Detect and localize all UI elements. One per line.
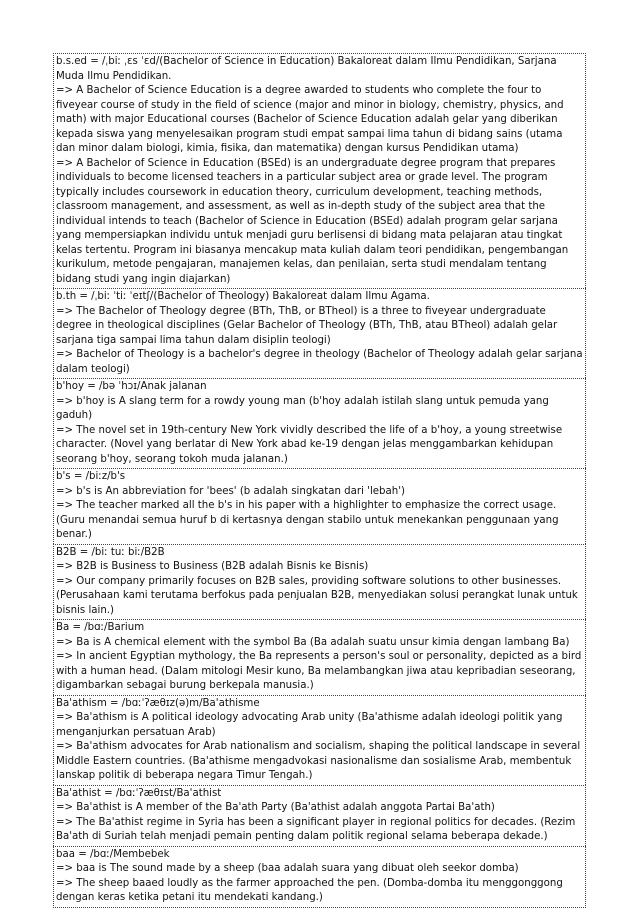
definition-line: => Ba'athist is A member of the Ba'ath Party (Ba'athist adalah anggota Partai Ba'ath) xyxy=(56,802,495,813)
headword: Ba = /bɑː/ xyxy=(56,622,108,633)
translation: b's xyxy=(110,471,126,482)
dictionary-entry xyxy=(53,53,586,288)
definition-line: => Ba'athism is A political ideology advocating Arab unity (Ba'athisme adalah ideologi politik yang menganjurkan persatuan Arab) xyxy=(56,712,563,738)
headword: baa = /bɑː/ xyxy=(56,848,114,860)
definition-line: => baa is The sound made by a sheep (baa adalah suara yang dibuat oleh seekor domba) xyxy=(56,863,519,874)
headword: b's = /biːz/ xyxy=(56,471,111,482)
definition-line: => b's is An abbreviation for 'bees' (b adalah singkatan dari 'lebah') xyxy=(56,485,405,497)
translation: Barium xyxy=(107,622,145,633)
dictionary-entry xyxy=(53,544,586,620)
translation: Ba'athist xyxy=(176,787,222,799)
dictionary-entry xyxy=(53,378,586,468)
definition-line: => The sheep baaed loudly as the farmer approached the pen. (Domba-domba itu menggonggong dengan keras ketika petani itu mendekati kandang.) xyxy=(56,877,563,903)
translation: Ba'athisme xyxy=(202,697,260,709)
definition-line: => B2B is Business to Business (B2B adalah Bisnis ke Bisnis) xyxy=(56,561,369,572)
headword: B2B = /biː tuː biː/ xyxy=(56,546,145,558)
definition-line: => Bachelor of Theology is a bachelor's degree in theology (Bachelor of Theology adalah gelar sarjana dalam teologi) xyxy=(56,349,583,375)
translation: B2B xyxy=(144,546,165,558)
definition-line: => Ba'athism advocates for Arab nationalism and socialism, shaping the political landscape in several Middle Eastern countries. (Ba'athisme mengadvokasi nasionalisme dan sosialisme Arab, membentuk lanskap politik di beberapa negara Timur Tengah.) xyxy=(56,741,581,781)
definition-line: => b'hoy is A slang term for a rowdy young man (b'hoy adalah istilah slang untuk pemuda yang gaduh) xyxy=(56,395,549,421)
dictionary-entry xyxy=(53,846,586,908)
dictionary-entry xyxy=(53,468,586,544)
headword: b.s.ed = /ˌbiː ˌɛs ˈɛd/ xyxy=(56,56,160,67)
dictionary-entry xyxy=(53,785,586,846)
headword: b'hoy = /bə ˈhɔɪ/ xyxy=(56,381,141,392)
translation: (Bachelor of Theology) Bakaloreat dalam Ilmu Agama. xyxy=(153,291,430,302)
definition-line: => Our company primarily focuses on B2B sales, providing software solutions to other businesses. (Perusahaan kami terutama berfokus pada penjualan B2B, menyediakan solusi perangkat lunak untuk bisnis lain.) xyxy=(56,575,578,616)
definition-line: => The Ba'athist regime in Syria has been a significant player in regional politics for decades. (Rezim Ba'ath di Suriah telah menjadi pemain penting dalam politik regional selama beberapa dekade.) xyxy=(56,816,576,842)
headword: Ba'athism = /bɑːˈʔæθɪz(ə)m/ xyxy=(56,697,203,709)
translation: Membebek xyxy=(113,848,170,860)
dictionary-entry xyxy=(53,619,586,695)
translation: Anak jalanan xyxy=(140,381,207,392)
definition-line: => The novel set in 19th-century New York vividly described the life of a b'hoy, a young streetwise character. (Novel yang berlatar di New York abad ke-19 dengan jelas menggambarkan kehidupan seorang b'hoy, seorang tokoh muda jalanan.) xyxy=(56,424,563,465)
definition-line: => Ba is A chemical element with the symbol Ba (Ba adalah suatu unsur kimia dengan lambang Ba) xyxy=(56,636,570,648)
dictionary-page xyxy=(53,53,586,908)
dictionary-entry xyxy=(53,288,586,378)
headword: b.th = /ˌbiː ˈtiː ˈeɪtʃ/ xyxy=(56,291,154,302)
definition-line: => A Bachelor of Science Education is a degree awarded to students who complete the four to fiveyear course of study in the field of science (major and minor in biology, chemistry, physics, and math) with major Educational courses (Bachelor of Science Education adalah gelar yang diberikan kepada siswa yang menyelesaikan program studi empat sampai lima tahun di bidang sains (utama dan minor dalam biologi, kimia, fisika, dan matematika) dengan kursus Pendidikan utama) xyxy=(56,85,564,154)
headword: Ba'athist = /bɑːˈʔæθɪst/ xyxy=(56,787,177,799)
dictionary-entry xyxy=(53,695,586,785)
definition-line: => In ancient Egyptian mythology, the Ba represents a person's soul or personality, depicted as a bird with a human head. (Dalam mitologi Mesir kuno, Ba melambangkan jiwa atau kepribadian seseorang, digambarkan sebagai burung berkepala manusia.) xyxy=(56,651,582,691)
translation: (Bachelor of Science in Education) Bakaloreat dalam Ilmu Pendidikan, Sarjana Muda Ilmu Pendidikan. xyxy=(56,56,557,82)
definition-line: => The Bachelor of Theology degree (BTh, ThB, or BTheol) is a three to fiveyear undergraduate degree in theological disciplines (Gelar Bachelor of Theology (BTh, ThB, atau BTheol) adalah gelar sarjana tiga sampai lima tahun dalam disiplin teologi) xyxy=(56,305,558,346)
definition-line: => A Bachelor of Science in Education (BSEd) is an undergraduate degree program that prepares individuals to become licensed teachers in a particular subject area or grade level. The program typically includes coursework in education theory, curriculum development, teaching methods, classroom management, and assessment, as well as in-depth study of the subject area that the individual intends to teach (Bachelor of Science in Education (BSEd) adalah program gelar sarjana yang mempersiapkan individu untuk menjadi guru berlisensi di bidang mata pelajaran atau tingkat kelas tertentu. Program ini biasanya mencakup mata kuliah dalam teori pendidikan, pengembangan kurikulum, metode pengajaran, manajemen kelas, dan penilaian, serta studi mendalam tentang bidang studi yang ingin diajarkan) xyxy=(56,157,569,285)
definition-line: => The teacher marked all the b's in his paper with a highlighter to emphasize the correct usage. (Guru menandai semua huruf b di kertasnya dengan stabilo untuk menekankan penggunaan yang benar.) xyxy=(56,500,559,540)
